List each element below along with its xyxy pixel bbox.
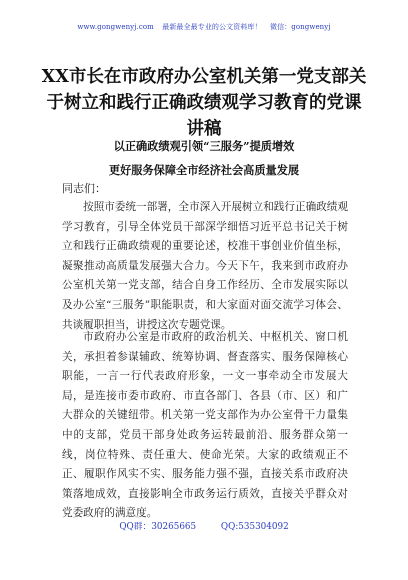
subtitle-line-2: 更好服务保障全市经济社会高质量发展	[108, 163, 300, 177]
footer-qq-group: QQ群：30265665	[119, 522, 197, 532]
header-wechat: 微信：gongwenyj	[269, 23, 331, 31]
page-header	[0, 22, 408, 32]
subtitle-line-1: 以正确政绩观引领“三服务”提质增效	[113, 139, 295, 153]
header-slogan: 最新最全最专业的公文资料库！	[162, 23, 262, 31]
footer-qq: QQ:535304092	[220, 522, 289, 532]
document-title: XX市长在市政府办公室机关第一党支部关于树立和践行正确政绩观学习教育的党课讲稿	[41, 67, 367, 139]
body-paragraph-2: 市政府办公室是市政府的政治机关、中枢机关、窗口机关，承担着参谋辅政、统筹协调、督查落实、服务保障核心职能，一言一行代表政府形象，一文一事牵动全市发展大局，是连接市委市政府、市直各部门、各县（市、区）和广大群众的关键纽带。机关第一党支部作为办公室骨干力量集中的支部，党员干部身处政务运转最前沿、服务群众第一线，岗位特殊、责任重大、使命光荣。大家的政绩观正不正、履职作风实不实、服务能力强不强，直接关系市政府决策落地成效，直接影响全市政务运行质效，直接关乎群众对党委政府的满意度。	[62, 331, 348, 520]
greeting: 同志们：	[62, 182, 106, 195]
header-url[interactable]: www.gongwenyj.com	[77, 23, 154, 31]
page-footer	[0, 519, 408, 532]
body-paragraph-1: 按照市委统一部署，全市深入开展树立和践行正确政绩观学习教育，引导全体党员干部深学细悟习近平总书记关于树立和践行正确政绩观的重要论述，校准干事创业价值坐标，凝聚推动高质量发展强大合力。今天下午，我来到市政府办公室机关第一党支部，结合自身工作经历、全市发展实际以及办公室“三服务”职能职责，和大家面对面交流学习体会、共谈履职担当，讲授这次专题党课。	[62, 201, 348, 331]
